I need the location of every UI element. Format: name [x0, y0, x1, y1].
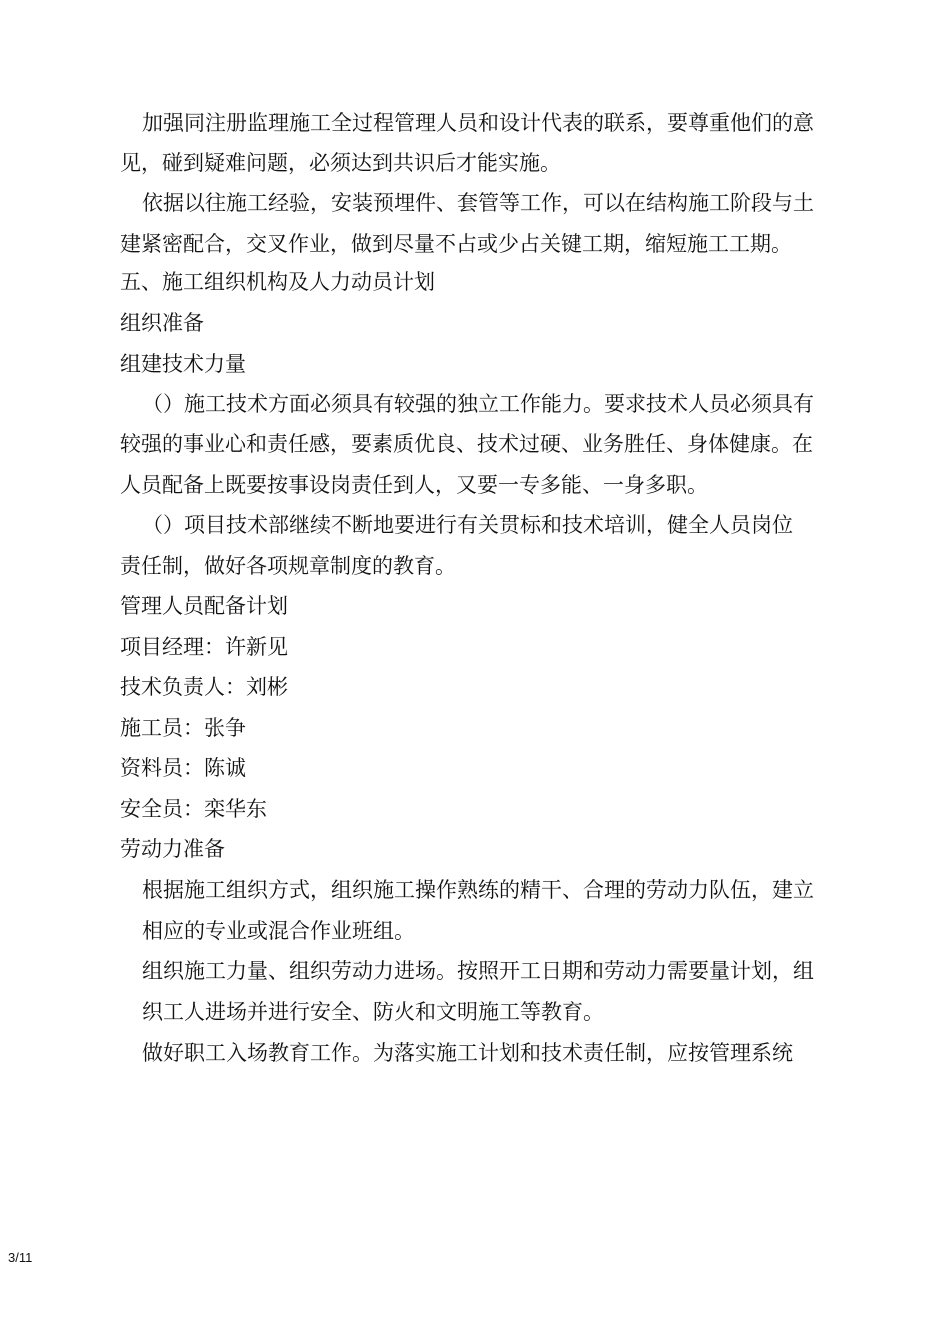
text-line: 根据施工组织方式，组织施工操作熟练的精干、合理的劳动力队伍，建立	[142, 878, 814, 902]
text-line: 见，碰到疑难问题，必须达到共识后才能实施。	[120, 151, 561, 175]
section-heading: 五、施工组织机构及人力动员计划	[120, 270, 435, 294]
staff-entry: 资料员：陈诚	[120, 756, 246, 780]
text-line: 加强同注册监理施工全过程管理人员和设计代表的联系，要尊重他们的意	[142, 111, 814, 135]
text-line: （）施工技术方面必须具有较强的独立工作能力。要求技术人员必须具有	[142, 392, 814, 416]
text-line: 相应的专业或混合作业班组。	[142, 919, 415, 943]
subheading: 管理人员配备计划	[120, 594, 288, 618]
text-line: 较强的事业心和责任感，要素质优良、技术过硬、业务胜任、身体健康。在	[120, 432, 813, 456]
text-line: （）项目技术部继续不断地要进行有关贯标和技术培训，健全人员岗位	[142, 513, 793, 537]
staff-entry: 项目经理：许新见	[120, 635, 288, 659]
text-line: 织工人进场并进行安全、防火和文明施工等教育。	[142, 1000, 604, 1024]
text-line: 建紧密配合，交叉作业，做到尽量不占或少占关键工期，缩短施工工期。	[120, 232, 792, 256]
staff-entry: 施工员：张争	[120, 716, 246, 740]
subheading: 劳动力准备	[120, 837, 225, 861]
text-line: 责任制，做好各项规章制度的教育。	[120, 554, 456, 578]
text-line: 组织施工力量、组织劳动力进场。按照开工日期和劳动力需要量计划，组	[142, 959, 814, 983]
text-line: 做好职工入场教育工作。为落实施工计划和技术责任制，应按管理系统	[142, 1041, 793, 1065]
text-line: 依据以往施工经验，安装预埋件、套管等工作，可以在结构施工阶段与土	[142, 191, 814, 215]
staff-entry: 技术负责人：刘彬	[120, 675, 288, 699]
subheading: 组建技术力量	[120, 352, 246, 376]
subheading: 组织准备	[120, 311, 204, 335]
page-number: 3/11	[8, 1250, 33, 1265]
text-line: 人员配备上既要按事设岗责任到人，又要一专多能、一身多职。	[120, 473, 708, 497]
staff-entry: 安全员：栾华东	[120, 797, 267, 821]
